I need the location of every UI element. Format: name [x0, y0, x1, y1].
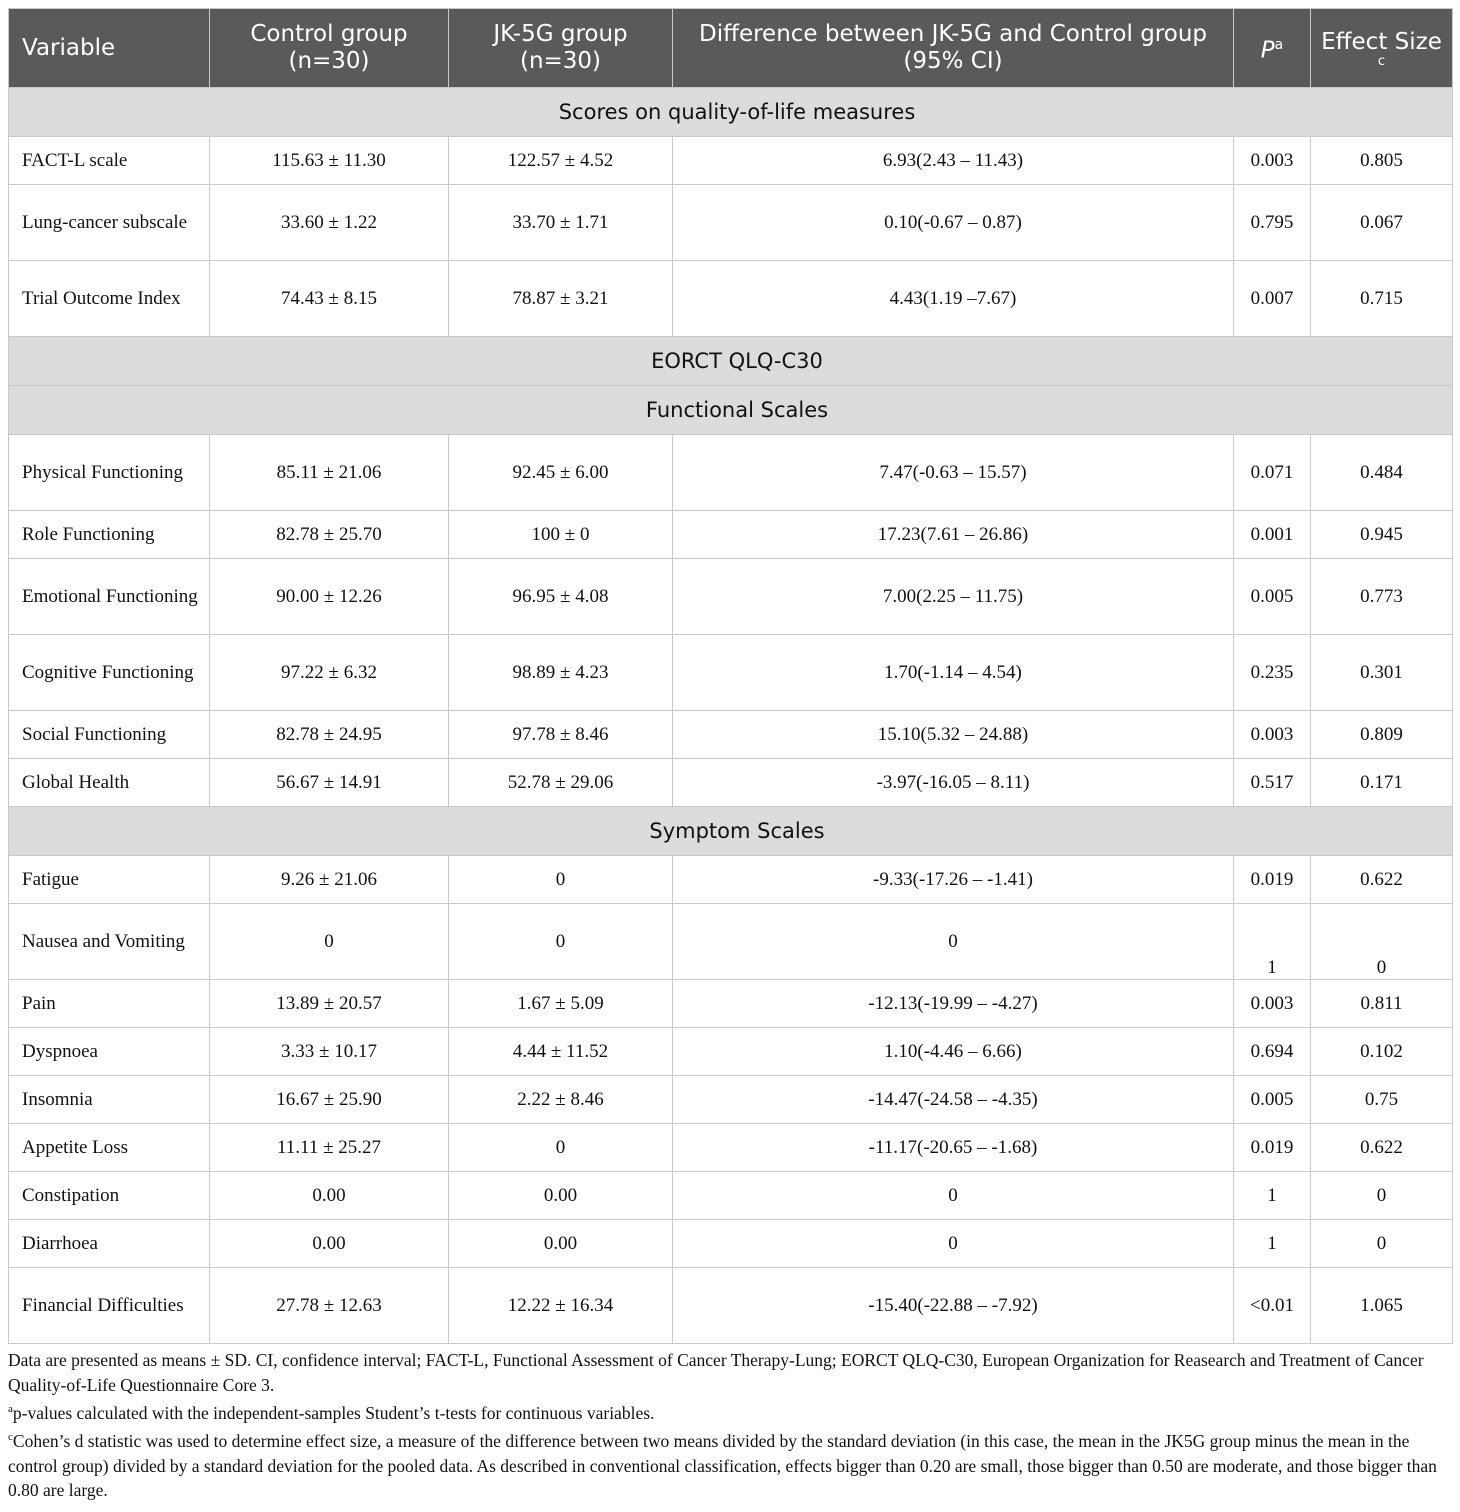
jk5g-cell: 98.89 ± 4.23 [449, 635, 673, 711]
difference-cell: 7.47(-0.63 – 15.57) [673, 435, 1234, 511]
jk5g-cell: 0.00 [449, 1172, 673, 1220]
control-cell: 0.00 [210, 1172, 449, 1220]
table-row [9, 1076, 1453, 1124]
table-row [9, 711, 1453, 759]
p-value-cell: 1 [1234, 1220, 1311, 1268]
effect-size-cell: 0.811 [1311, 980, 1453, 1028]
effect-size-cell: 0.622 [1311, 1124, 1453, 1172]
jk5g-cell: 12.22 ± 16.34 [449, 1268, 673, 1344]
difference-cell: -11.17(-20.65 – -1.68) [673, 1124, 1234, 1172]
control-cell: 27.78 ± 12.63 [210, 1268, 449, 1344]
jk5g-cell: 0.00 [449, 1220, 673, 1268]
control-cell: 9.26 ± 21.06 [210, 856, 449, 904]
jk5g-cell: 0 [449, 1124, 673, 1172]
control-cell: 33.60 ± 1.22 [210, 185, 449, 261]
variable-cell: Role Functioning [9, 511, 210, 559]
control-cell: 56.67 ± 14.91 [210, 759, 449, 807]
control-cell: 11.11 ± 25.27 [210, 1124, 449, 1172]
effect-size-cell: 0.301 [1311, 635, 1453, 711]
p-value-cell: 1 [1234, 904, 1311, 980]
control-cell: 90.00 ± 12.26 [210, 559, 449, 635]
table-row [9, 1124, 1453, 1172]
effect-size-cell: 0.484 [1311, 435, 1453, 511]
control-cell: 82.78 ± 25.70 [210, 511, 449, 559]
p-value-cell: 0.795 [1234, 185, 1311, 261]
header-variable: Variable [9, 9, 210, 88]
jk5g-cell: 0 [449, 904, 673, 980]
variable-cell: Appetite Loss [9, 1124, 210, 1172]
header-effect-size: Effect Size c [1311, 9, 1453, 88]
difference-cell: -15.40(-22.88 – -7.92) [673, 1268, 1234, 1344]
jk5g-cell: 97.78 ± 8.46 [449, 711, 673, 759]
section-row: Scores on quality-of-life measures [9, 88, 1453, 137]
difference-cell: -12.13(-19.99 – -4.27) [673, 980, 1234, 1028]
difference-cell: -14.47(-24.58 – -4.35) [673, 1076, 1234, 1124]
jk5g-cell: 33.70 ± 1.71 [449, 185, 673, 261]
p-value-cell: 0.005 [1234, 1076, 1311, 1124]
effect-size-cell: 0.773 [1311, 559, 1453, 635]
jk5g-cell: 100 ± 0 [449, 511, 673, 559]
header-p-value: $P^a$ [1234, 9, 1311, 88]
footnote-a: $^a$p-values calculated with the independent-samples Student’s t-tests for continuous variables. [8, 1402, 655, 1423]
difference-cell: 0 [673, 1172, 1234, 1220]
control-cell: 16.67 ± 25.90 [210, 1076, 449, 1124]
control-cell: 3.33 ± 10.17 [210, 1028, 449, 1076]
effect-size-cell: 0.715 [1311, 261, 1453, 337]
p-value-cell: 0.005 [1234, 559, 1311, 635]
variable-cell: Global Health [9, 759, 210, 807]
difference-cell: 6.93(2.43 – 11.43) [673, 137, 1234, 185]
p-value-cell: 0.007 [1234, 261, 1311, 337]
table-row [9, 980, 1453, 1028]
control-cell: 0 [210, 904, 449, 980]
jk5g-cell: 4.44 ± 11.52 [449, 1028, 673, 1076]
effect-size-cell: 0.945 [1311, 511, 1453, 559]
p-value-cell: 0.694 [1234, 1028, 1311, 1076]
variable-cell: Diarrhoea [9, 1220, 210, 1268]
effect-size-cell: 0.102 [1311, 1028, 1453, 1076]
control-cell: 82.78 ± 24.95 [210, 711, 449, 759]
table-row [9, 1028, 1453, 1076]
jk5g-cell: 122.57 ± 4.52 [449, 137, 673, 185]
effect-size-cell: 0.067 [1311, 185, 1453, 261]
difference-cell: -9.33(-17.26 – -1.41) [673, 856, 1234, 904]
variable-cell: Nausea and Vomiting [9, 904, 210, 980]
difference-cell: 1.10(-4.46 – 6.66) [673, 1028, 1234, 1076]
effect-size-cell: 0.75 [1311, 1076, 1453, 1124]
table-row [9, 511, 1453, 559]
jk5g-cell: 52.78 ± 29.06 [449, 759, 673, 807]
variable-cell: Dyspnoea [9, 1028, 210, 1076]
p-value-cell: 0.019 [1234, 1124, 1311, 1172]
effect-size-cell: 0 [1311, 1220, 1453, 1268]
control-cell: 74.43 ± 8.15 [210, 261, 449, 337]
effect-size-cell: 0.809 [1311, 711, 1453, 759]
table-row [9, 1268, 1453, 1344]
table-row [9, 261, 1453, 337]
table-row [9, 137, 1453, 185]
control-cell: 85.11 ± 21.06 [210, 435, 449, 511]
control-cell: 97.22 ± 6.32 [210, 635, 449, 711]
jk5g-cell: 1.67 ± 5.09 [449, 980, 673, 1028]
section-row: Functional Scales [9, 386, 1453, 435]
effect-size-cell: 0 [1311, 1172, 1453, 1220]
footnote-c: $^c$Cohen’s d statistic was used to determine effect size, a measure of the difference between two means divided by the standard deviation (in this case, the mean in the JK5G group minus the mean in the control group) divided by a standard deviation for the pooled data. As described in conventional classification, effects bigger than 0.20 are small, those bigger than 0.50 are moderate, and those bigger than 0.80 are large. [8, 1431, 1437, 1501]
p-value-cell: 0.003 [1234, 137, 1311, 185]
variable-cell: Lung-cancer subscale [9, 185, 210, 261]
table-row [9, 904, 1453, 980]
header-row [9, 9, 1453, 88]
jk5g-cell: 96.95 ± 4.08 [449, 559, 673, 635]
table-row [9, 559, 1453, 635]
control-cell: 0.00 [210, 1220, 449, 1268]
variable-cell: FACT-L scale [9, 137, 210, 185]
table-row [9, 185, 1453, 261]
results-table [8, 8, 1453, 1344]
table-row [9, 635, 1453, 711]
effect-size-cell: 0 [1311, 904, 1453, 980]
variable-cell: Fatigue [9, 856, 210, 904]
variable-cell: Physical Functioning [9, 435, 210, 511]
variable-cell: Insomnia [9, 1076, 210, 1124]
variable-cell: Emotional Functioning [9, 559, 210, 635]
table-row [9, 759, 1453, 807]
header-control-group: Control group (n=30) [210, 9, 449, 88]
p-value-cell: 0.003 [1234, 980, 1311, 1028]
difference-cell: 15.10(5.32 – 24.88) [673, 711, 1234, 759]
variable-cell: Cognitive Functioning [9, 635, 210, 711]
p-value-cell: 0.019 [1234, 856, 1311, 904]
difference-cell: 0.10(-0.67 – 0.87) [673, 185, 1234, 261]
effect-size-cell: 0.622 [1311, 856, 1453, 904]
variable-cell: Financial Difficulties [9, 1268, 210, 1344]
header-difference: Difference between JK-5G and Control group (95% CI) [673, 9, 1234, 88]
variable-cell: Social Functioning [9, 711, 210, 759]
variable-cell: Constipation [9, 1172, 210, 1220]
table-row [9, 1220, 1453, 1268]
difference-cell: 4.43(1.19 –7.67) [673, 261, 1234, 337]
section-row: Symptom Scales [9, 807, 1453, 856]
p-value-cell: 1 [1234, 1172, 1311, 1220]
effect-size-cell: 0.171 [1311, 759, 1453, 807]
control-cell: 13.89 ± 20.57 [210, 980, 449, 1028]
table-row [9, 856, 1453, 904]
difference-cell: 7.00(2.25 – 11.75) [673, 559, 1234, 635]
header-jk5g-group: JK-5G group (n=30) [449, 9, 673, 88]
jk5g-cell: 2.22 ± 8.46 [449, 1076, 673, 1124]
p-value-cell: 0.235 [1234, 635, 1311, 711]
footnote-data-note: Data are presented as means ± SD. CI, confidence interval; FACT-L, Functional Assessment of Cancer Therapy-Lung; EORCT QLQ-C30, European Organization for Reasearch and Treatment of Cancer Quality-of-Life Questionnaire Core 3. [8, 1350, 1424, 1395]
table-row [9, 435, 1453, 511]
jk5g-cell: 0 [449, 856, 673, 904]
p-value-cell: 0.071 [1234, 435, 1311, 511]
results-table-container [8, 8, 1452, 1503]
table-footnotes [8, 1348, 1452, 1503]
variable-cell: Trial Outcome Index [9, 261, 210, 337]
effect-size-cell: 0.805 [1311, 137, 1453, 185]
p-value-cell: 0.001 [1234, 511, 1311, 559]
p-value-cell: <0.01 [1234, 1268, 1311, 1344]
difference-cell: -3.97(-16.05 – 8.11) [673, 759, 1234, 807]
difference-cell: 1.70(-1.14 – 4.54) [673, 635, 1234, 711]
difference-cell: 17.23(7.61 – 26.86) [673, 511, 1234, 559]
effect-size-cell: 1.065 [1311, 1268, 1453, 1344]
difference-cell: 0 [673, 904, 1234, 980]
p-value-cell: 0.517 [1234, 759, 1311, 807]
variable-cell: Pain [9, 980, 210, 1028]
p-value-cell: 0.003 [1234, 711, 1311, 759]
control-cell: 115.63 ± 11.30 [210, 137, 449, 185]
difference-cell: 0 [673, 1220, 1234, 1268]
jk5g-cell: 92.45 ± 6.00 [449, 435, 673, 511]
table-row [9, 1172, 1453, 1220]
section-row: EORCT QLQ-C30 [9, 337, 1453, 386]
jk5g-cell: 78.87 ± 3.21 [449, 261, 673, 337]
